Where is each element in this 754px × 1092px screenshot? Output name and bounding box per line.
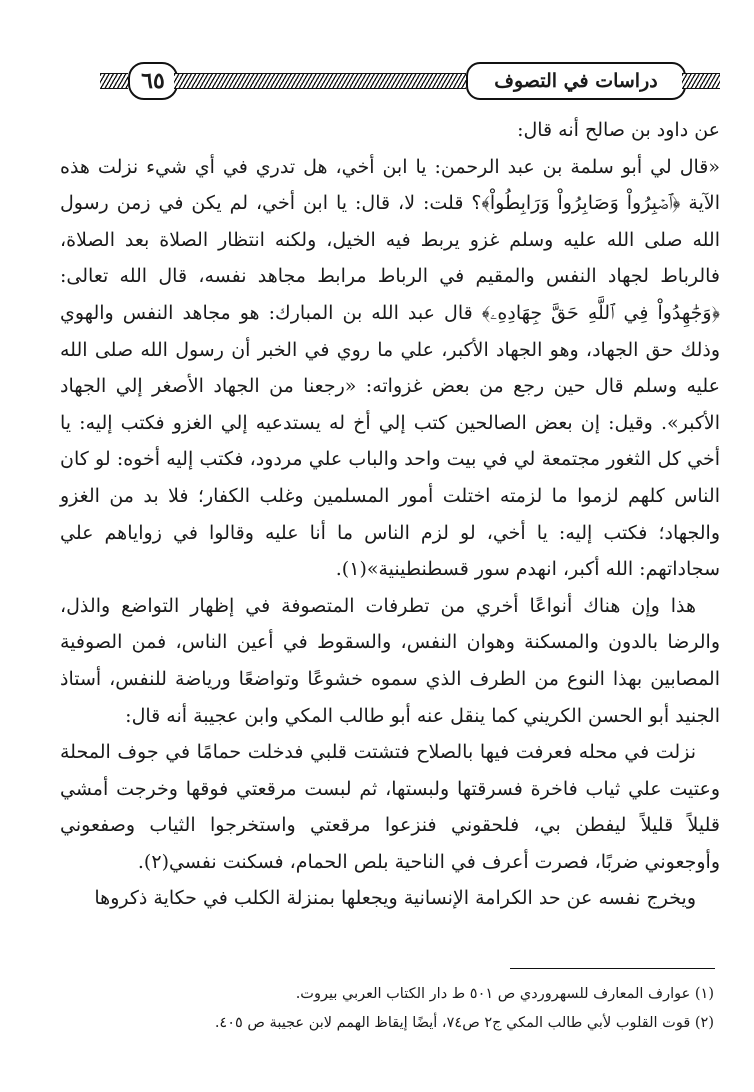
footnotes [60,980,714,1038]
paragraph-lead: عن داود بن صالح أنه قال: [517,119,720,141]
paragraph-quote: «قال لي أبو سلمة بن عبد الرحمن: يا ابن أخي، هل تدري في أي شيء نزلت هذه الآية ﴿ٱصۡبِرُواْ وَصَابِرُواْ وَرَابِطُواْ﴾؟ قلت: لا، قال: يا ابن أخي، لم يكن في زمن رسول الله صلى الله عليه وسلم غزو يربط فيه الخيل، ولكنه انتظار الصلاة بعد الصلاة، فالرباط لجهاد النفس والمقيم في الرباط مرابط مجاهد نفسه، قال الله تعالى: ﴿وَجَٰهِدُواْ فِي ٱللَّهِ حَقَّ جِهَادِهِۦ﴾ قال عبد الله بن المبارك: هو مجاهد النفس والهوي وذلك حق الجهاد، وهو الجهاد الأكبر، علي ما روي في الخبر أن رسول الله صلى الله عليه وسلم قال حين رجع من بعض غزواته: «رجعنا من الجهاد الأصغر إلي الجهاد الأكبر». وقيل: إن بعض الصالحين كتب إلي أخ له يستدعيه إلي الغزو فكتب إليه: يا أخي كل الثغور مجتمعة لي في بيت واحد والباب علي مردود، فكتب إليه أخوه: لو كان الناس كلهم لزموا ما لزمته اختلت أمور المسلمين وغلب الكفار؛ فلا بد من الغزو والجهاد؛ فكتب إليه: يا أخي، لو لزم الناس ما أنا عليه وقالوا في زواياهم علي سجاداتهم: الله أكبر، انهدم سور قسطنطينية»(١). [60,155,720,581]
running-title: دراسات في التصوف [466,62,686,100]
page-number: ٦٥ [128,62,178,100]
footnote-1: (١) عوارف المعارف للسهروردي ص ٥٠١ ط دار الكتاب العربي بيروت. [295,986,714,1002]
footnote-2: (٢) قوت القلوب لأبي طالب المكي ج٢ ص٧٤، أيضًا إيقاظ الهمم لابن عجيبة ص ٤٠٥. [214,1015,714,1031]
page-header [100,60,720,100]
paragraph-3: نزلت في محله فعرفت فيها بالصلاح فتشتت قلبي فدخلت حمامًا في جوف المحلة وعتيت علي ثياب فاخرة فسرقتها ولبستها، ثم لبست مرقعتي فوقها وخرجت أمشي قليلاً قليلاً ليفطن بي، فلحقوني فنزعوا مرقعتي واستخرجوا الثياب وصفعوني وأوجعوني ضربًا، فصرت أعرف في الناحية بلص الحمام، فسكنت نفسي(٢). [60,741,720,873]
main-text [60,112,720,917]
header-ornament-left [174,73,466,89]
header-ornament-left-end [100,73,128,89]
paragraph-4: ويخرج نفسه عن حد الكرامة الإنسانية ويجعلها بمنزلة الكلب في حكاية ذكروها [94,887,696,910]
header-ornament-right [682,73,720,89]
paragraph-2: هذا وإن هناك أنواعًا أخري من تطرفات المتصوفة في إظهار التواضع والذل، والرضا بالدون والمسكنة وهوان النفس، والسقوط في أعين الناس، فمن الصوفية المصابين بهذا النوع من الطرف الذي سموه خشوعًا وتواضعًا ورياضة للنفس، أستاذ الجنيد أبو الحسن الكريني كما ينقل عنه أبو طالب المكي وابن عجيبة أنه قال: [60,594,720,727]
footnote-separator [510,968,715,969]
